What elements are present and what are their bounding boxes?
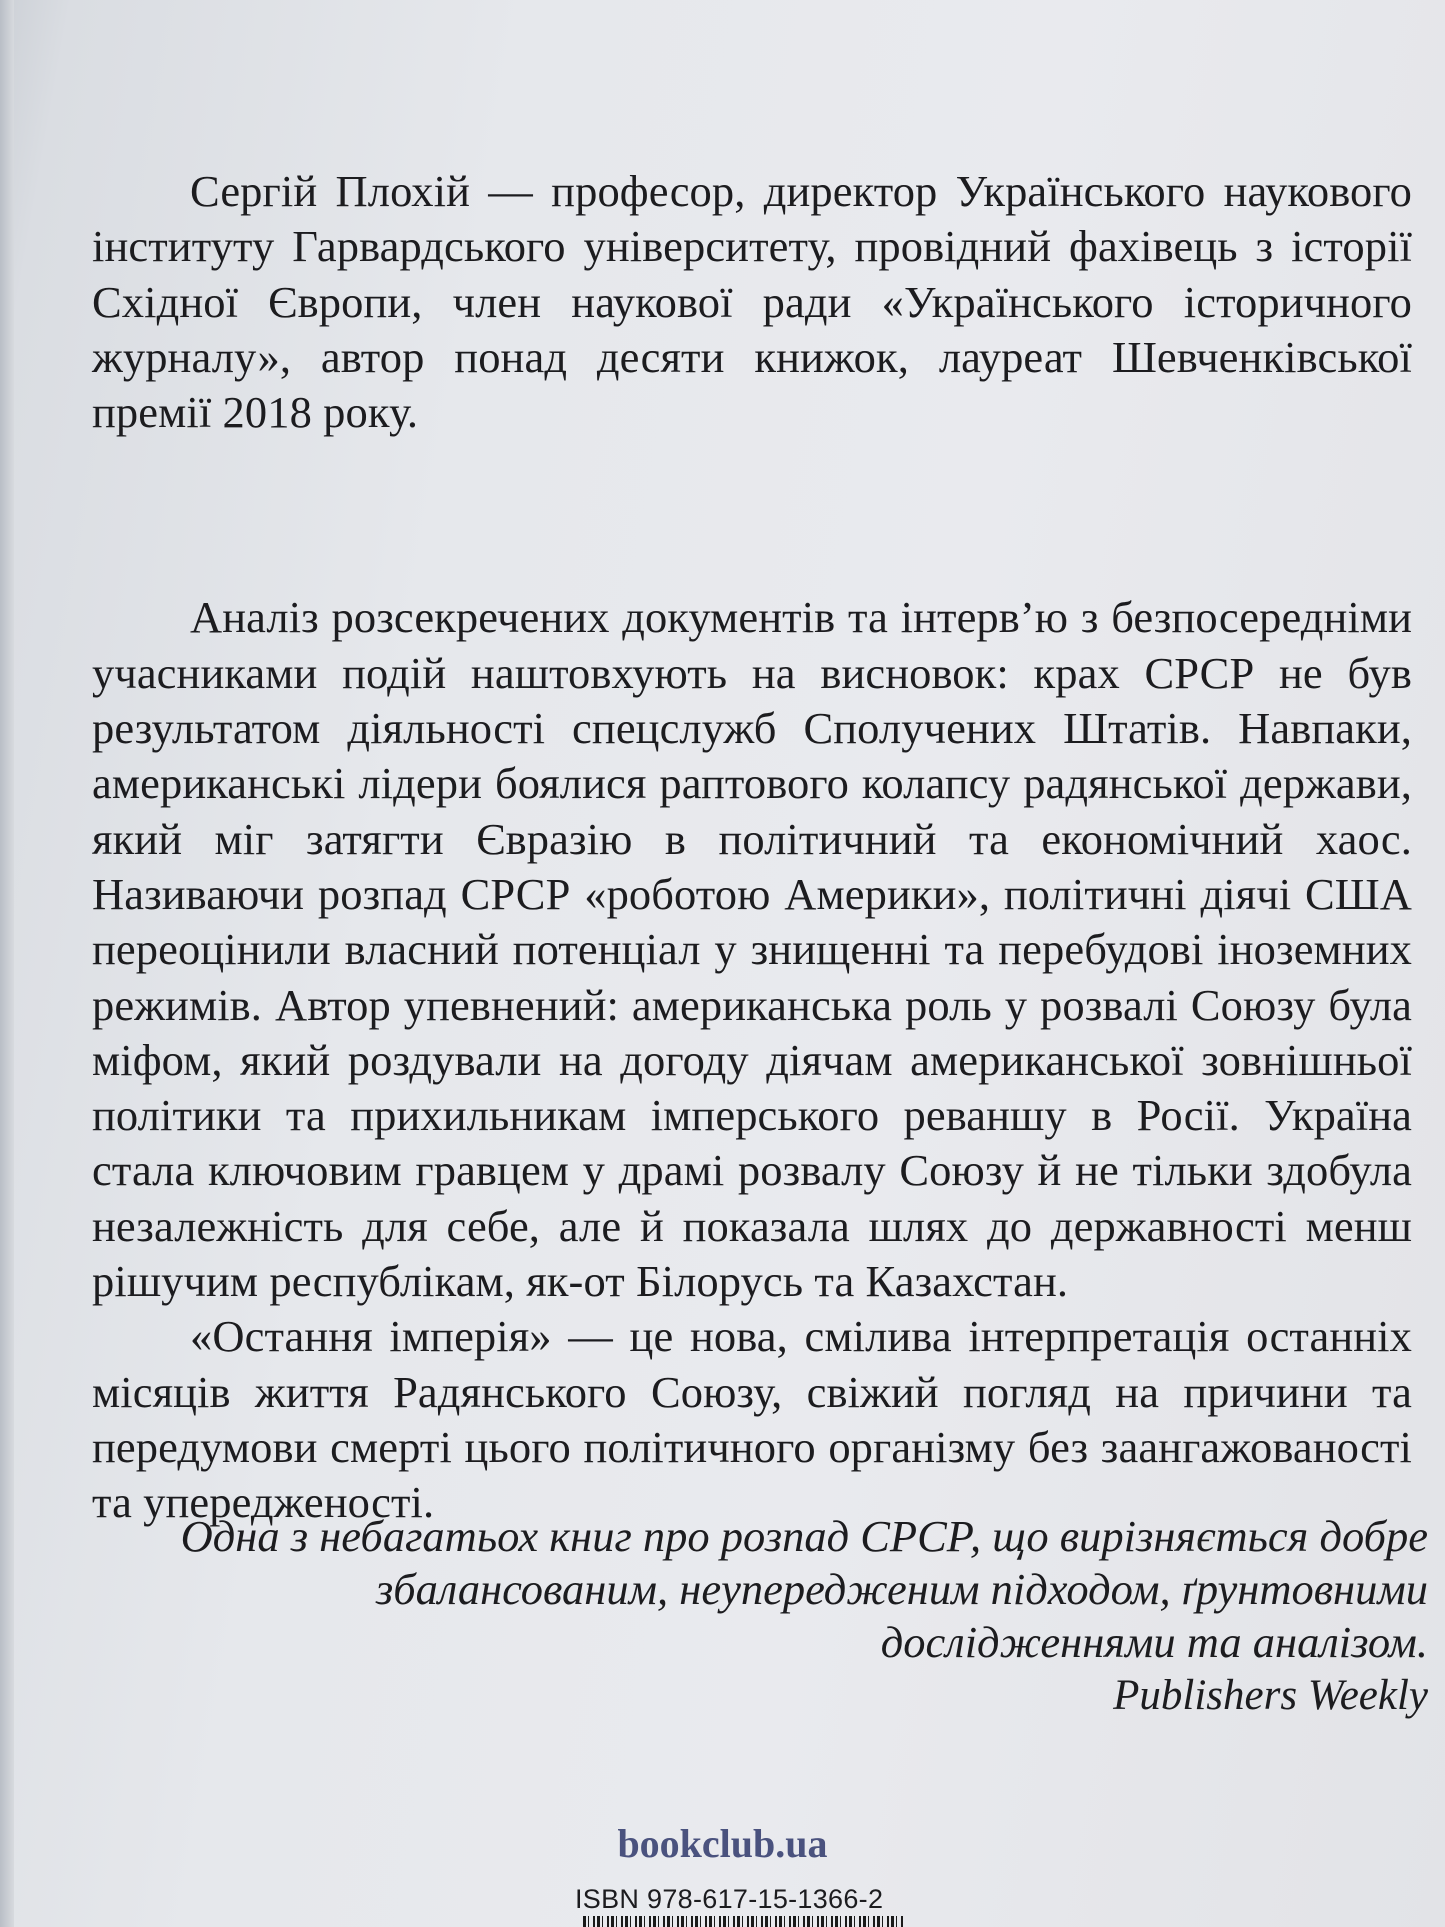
review-quote: Одна з небагатьох книг про розпад СРСР, що вирізняється добре збалансованим, неупередженим підходом, ґрунтовними дослідженнями та аналізом. <box>180 1511 1428 1667</box>
review-source: Publishers Weekly <box>1113 1672 1428 1719</box>
description-paragraph-1: Аналіз розсекречених документів та інтерв’ю з безпосередніми учасниками подій наштовхують на висновок: крах СРСР не був результатом діяльності спецслужб Сполучених Штатів. Навпаки, американські лідери боялися раптового колапсу радянської держави, який міг затягти Євразію в політичний та економічний хаос. Називаючи розпад СРСР «роботою Америки», політичні діячі США переоцінили власний потенціал у знищенні та перебудові іноземних режимів. Автор упевнений: американська роль у розвалі Союзу була міфом, який роздували на догоду діячам американської зовнішньої політики та прихильникам імперського реваншу в Росії. Україна стала ключовим гравцем у драмі розвалу Союзу й не тільки здобула незалежність для себе, але й показала шлях до державності менш рішучим республікам, як-от Білорусь та Казахстан. <box>92 592 1412 1307</box>
review-quote-block <box>92 1510 1428 1722</box>
publisher-site: bookclub.ua <box>617 1821 828 1866</box>
isbn-label: ISBN 978-617-15-1366-2 <box>575 1884 884 1914</box>
page-edge-shadow <box>0 0 14 1927</box>
description-paragraph-2: «Остання імперія» — це нова, смілива інтерпретація останніх місяців життя Радянського Союзу, свіжий погляд на причини та передумови смерті цього політичного організму без заангажованості та упередженості. <box>92 1311 1412 1528</box>
back-cover-text <box>92 164 1412 1531</box>
author-bio: Сергій Плохій — професор, директор Українського наукового інституту Гарвардського університету, провідний фахівець з історії Східної Європи, член наукової ради «Українського історичного журналу», автор понад десяти книжок, лауреат Шевченківської премії 2018 року. <box>92 166 1412 438</box>
barcode-icon <box>583 1916 903 1927</box>
